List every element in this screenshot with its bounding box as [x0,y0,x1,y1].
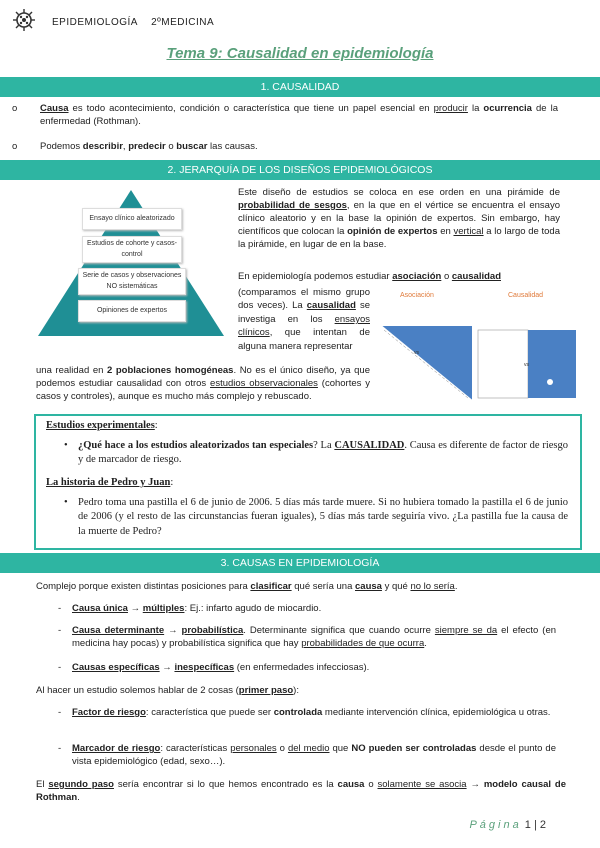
virus-logo-icon [12,8,36,32]
header-subject: EPIDEMIOLOGÍA [52,17,138,28]
box-heading-2: La historia de Pedro y Juan: [46,477,174,488]
association-label: Asociación [400,292,434,299]
sec3-paragraph-3: El segundo paso sería encontrar si lo que hemos encontrado es la causa o solamente se asocia → modelo causal de Rothman. [36,779,567,804]
box-bullet-1: • ¿Qué hace a los estudios aleatorizados tan especiales? La CAUSALIDAD. Causa es diferente de factor de riesgo y de marcador de riesgo. [64,440,568,466]
sec1-bullet-1: o Causa es todo acontecimiento, condición o característica que tiene un papel esencial en producir la ocurrencia de la enfermedad (Rothman). [12,103,558,128]
bullet-marker: o [12,141,18,152]
pyramid-level-2: Estudios de cohorte y casos-control [82,236,182,263]
vs-mark-1: vs [414,350,419,356]
sec2-paragraph-2-cont: una realidad en 2 poblaciones homogéneas. No es el único diseño, ya que podemos estudiar causalidad con otros estudios observacionales (cohortes y casos y controles), aunque es mucho más complejo y rebuscado. [36,365,371,403]
sec3-dash-5: - Marcador de riesgo: características personales o del medio que NO pueden ser controladas desde el punto de vista epidemiológico (edad, sexo…). [58,743,556,768]
sec2-paragraph-2-line1: En epidemiología podemos estudiar asociación o causalidad [238,271,501,282]
sec2-paragraph-2-column: (comparamos el mismo grupo dos veces). La causalidad se investiga en los ensayos clínicos, que intentan de alguna manera representar [238,287,370,352]
experimental-studies-box [34,414,582,550]
association-causality-figure [378,290,578,402]
box-heading-1: Estudios experimentales: [46,420,158,431]
page-footer [469,818,546,833]
sec3-dash-2: - Causa determinante → probabilística. Determinante significa que cuando ocurre siempre se da el efecto (en medicina hay pocas) y probabilística significa que hay probabilidades de que ocurra. [58,625,557,650]
vs-mark-2: vs [524,362,529,368]
section-1-heading: 1. CAUSALIDAD [0,77,600,97]
header-course [52,16,214,30]
sec1-bullet-2: o Podemos describir, predecir o buscar las causas. [12,141,258,152]
sec3-paragraph-2: Al hacer un estudio solemos hablar de 2 cosas (primer paso): [36,685,299,696]
page-number: 1 | 2 [524,819,546,831]
comparison-diagram-icon [378,290,578,402]
sec2-paragraph-1: Este diseño de estudios se coloca en ese orden en una pirámide de probabilidad de sesgos, en la que en el vértice se encuentra el ensayo clínico aleatorio y en la base la opinión de expertos. Sin embargo, hay científicos que colocan la opinión de expertos en vertical a lo largo de toda la pirámide, en lugar de en la base. [238,187,560,251]
causality-label: Causalidad [508,292,544,299]
pyramid-level-4: Opiniones de expertos [78,300,186,322]
evidence-pyramid [36,188,226,338]
sec3-dash-1: - Causa única → múltiples: Ej.: infarto agudo de miocardio. [58,603,322,614]
sec3-dash-3: - Causas específicas → inespecíficas (en enfermedades infecciosas). [58,662,370,673]
section-3-heading: 3. CAUSAS EN EPIDEMIOLOGÍA [0,553,600,573]
page-header [10,8,590,34]
box-bullet-2: • Pedro toma una pastilla el 6 de junio de 2006. 5 días más tarde muere. Si no hubiera tomado la pastilla el 6 de junio de 2006 (y el resto de las circunstancias fueran iguales), 5 días más tarde seguiría vivo. ¿La pastilla fue la causa de la muerte de Pedro? [64,497,568,537]
page-title: Tema 9: Causalidad en epidemiología [166,45,434,62]
section-2-heading: 2. JERARQUÍA DE LOS DISEÑOS EPIDEMIOLÓGICOS [0,160,600,180]
pyramid-level-3: Serie de casos y observaciones NO sistemáticas [78,268,186,295]
header-year: 2ºMEDICINA [151,17,215,28]
sec3-dash-4: - Factor de riesgo: característica que puede ser controlada mediante intervención clínica, epidemiológica u otras. [58,707,551,718]
sec3-intro: Complejo porque existen distintas posiciones para clasificar qué sería una causa y qué no lo sería. [36,581,458,592]
bullet-marker: o [12,103,18,114]
page-word: Página [469,819,522,831]
pyramid-level-1: Ensayo clínico aleatorizado [82,208,182,230]
